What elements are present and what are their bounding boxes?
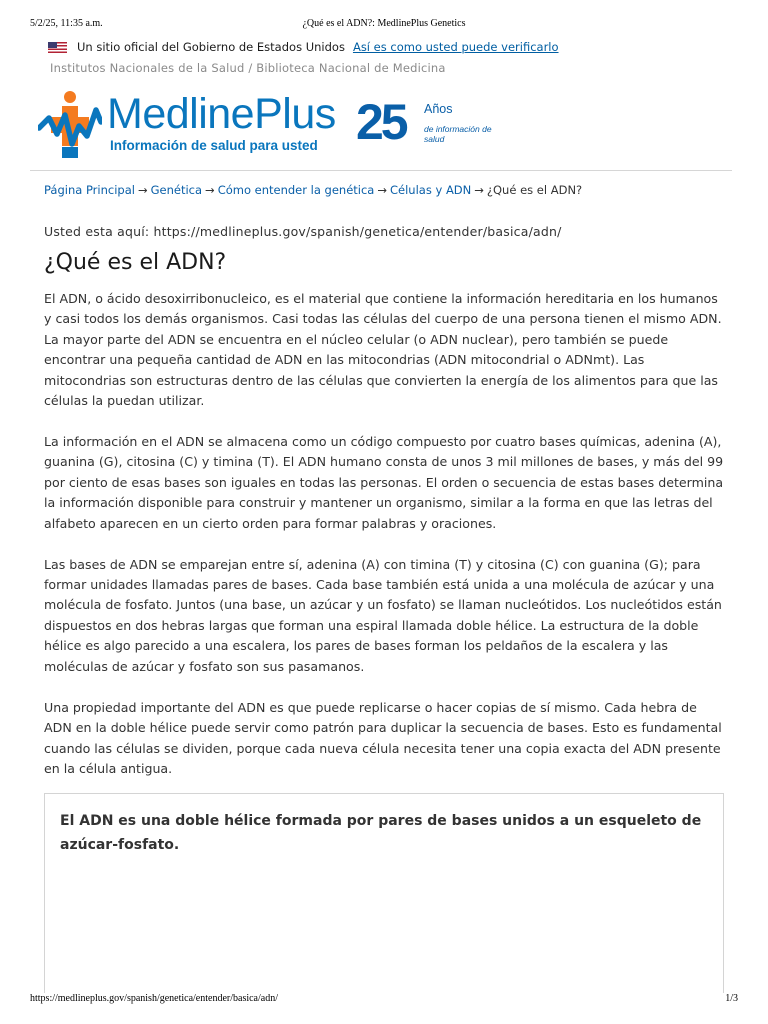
breadcrumb-separator: → [474,183,484,197]
paragraph: Las bases de ADN se emparejan entre sí, adenina (A) con timina (T) y citosina (C) con guanina (G); para formar unidades llamadas pares de bases. Cada base también está unida a una molécula de azúcar y una molécula de fosfato. Juntos (una base, un azúcar y un fosfato) se llaman nucleótidos. Los nucleótidos están dispuestos en dos hebras largas que forman una espiral llamada doble hélice. La estructura de la doble hélice es algo parecido a una escalera, los pares de bases forman los peldaños de la escalera y las moléculas de azúcar y fosfato son sus pasamanos. [44,556,722,674]
breadcrumb-current: ¿Qué es el ADN? [486,183,583,197]
anniversary-word: Años [424,102,453,116]
article-body [44,289,724,800]
gov-verify-link[interactable]: Así es como usted puede verificarlo [352,40,559,54]
paragraph: El ADN, o ácido desoxirribonucleico, es el material que contiene la información hereditaria en los humanos y casi todos los demás organismos. Casi todas las células del cuerpo de una persona tienen el mismo ADN. La mayor parte del ADN se encuentra en el núcleo celular (o ADN nuclear), pero también se puede encontrar una pequeña cantidad de ADN en las mitocondrias (ADN mitocondrial o ADNmt). Las mitocondrias son estructuras dentro de las células que convierten la energía de los alimentos para que las células la puedan utilizar. [44,291,722,409]
breadcrumb-home[interactable]: Página Principal [44,183,135,197]
us-flag-icon [48,42,67,53]
breadcrumb-separator: → [377,183,387,197]
breadcrumb-celulas-adn[interactable]: Células y ADN [390,183,472,197]
header-divider [30,170,732,171]
paragraph: Una propiedad importante del ADN es que puede replicarse o hacer copias de sí mismo. Cada hebra de ADN en la doble hélice puede servir como patrón para duplicar la secuencia de bases. Esto es fundamental cuando las células se dividen, porque cada nueva célula necesita tener una copia exacta del ADN presente en la célula antigua. [44,699,722,776]
logo-tagline: Información de salud para usted [110,138,318,153]
print-page-number: 1/3 [725,993,738,1004]
you-are-here: Usted esta aquí: https://medlineplus.gov/spanish/genetica/entender/basica/adn/ [44,224,562,239]
page-title: ¿Qué es el ADN? [44,250,227,275]
print-url: https://medlineplus.gov/spanish/genetica/entender/basica/adn/ [30,993,278,1004]
print-datetime: 5/2/25, 11:35 a.m. [30,18,103,29]
gov-banner [48,39,559,55]
figure-callout [44,793,724,993]
breadcrumb-separator: → [137,183,148,197]
print-header [30,18,738,32]
print-page-title: ¿Qué es el ADN?: MedlinePlus Genetics [302,18,466,29]
breadcrumb-genetica[interactable]: Genética [150,183,203,197]
breadcrumb-separator: → [205,183,215,197]
gov-official-text: Un sitio oficial del Gobierno de Estados Unidos [77,40,345,54]
callout-caption: El ADN es una doble hélice formada por pares de bases unidos a un esqueleto de azúcar-fosfato. [60,813,702,853]
anniversary-number: 25 [356,94,406,150]
medlineplus-logo-icon [38,90,102,160]
breadcrumb [44,183,582,197]
paragraph: La información en el ADN se almacena como un código compuesto por cuatro bases químicas, adenina (A), guanina (G), citosina (C) y timina (T). El ADN humano consta de unos 3 mil millones de bases, y más del 99 por ciento de esas bases son iguales en todas las personas. El orden o secuencia de estas bases determina la información disponible para construir y mantener un organismo, similar a la forma en que las letras del alfabeto aparecen en un cierto orden para formar palabras y oraciones. [44,434,724,531]
print-footer [30,993,738,1007]
anniversary-subtitle: de información de salud [424,124,492,144]
medlineplus-logo[interactable] [38,90,498,162]
logo-name: MedlinePlus [107,90,336,138]
breadcrumb-entender[interactable]: Cómo entender la genética [217,183,375,197]
nih-nlm-line: Institutos Nacionales de la Salud / Biblioteca Nacional de Medicina [50,61,446,75]
